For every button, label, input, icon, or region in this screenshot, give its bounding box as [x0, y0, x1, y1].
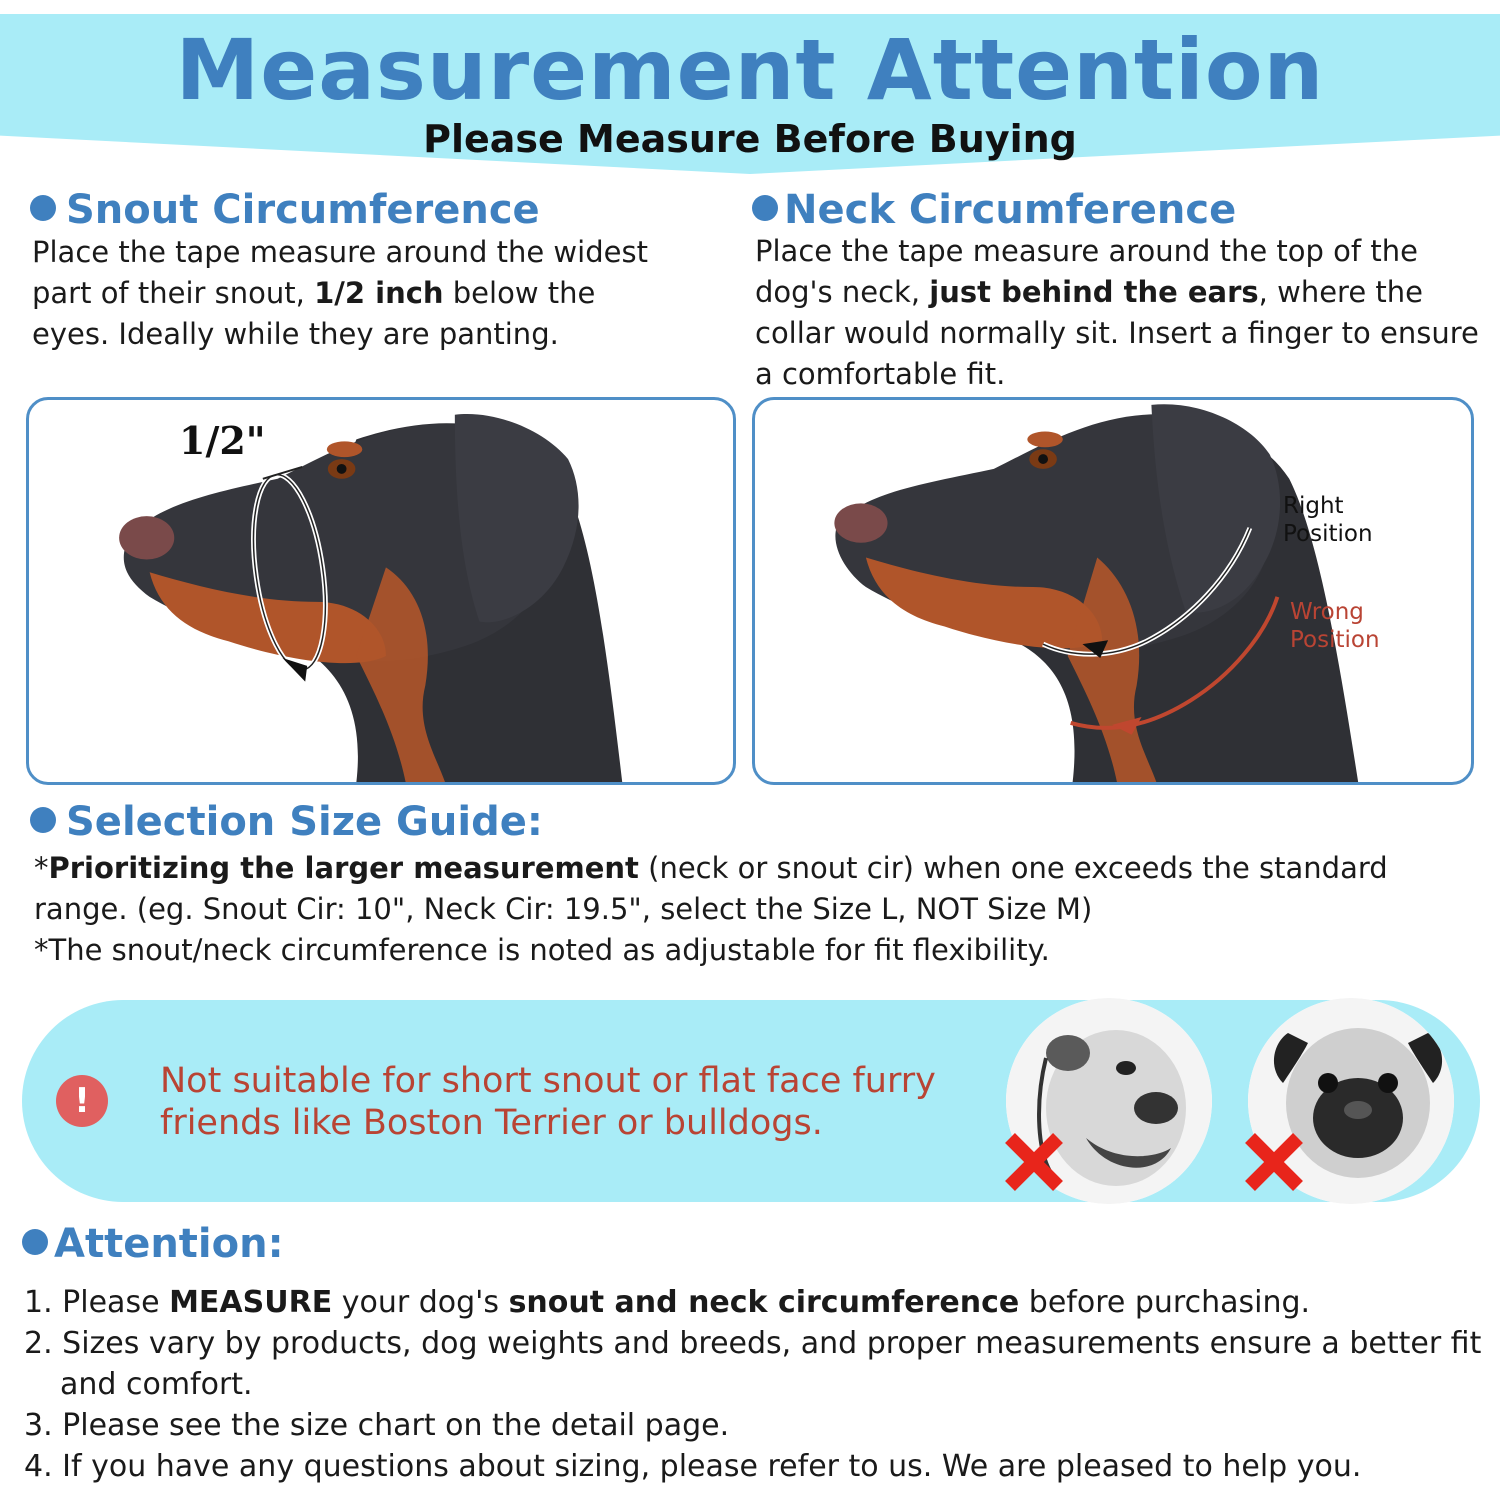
wrong-position-label: Wrong Position: [1290, 599, 1380, 653]
x-mark-icon: [1242, 1130, 1306, 1194]
exclamation-icon: !: [56, 1075, 108, 1127]
neck-measure-image: [752, 397, 1474, 785]
size-guide-heading: Selection Size Guide:: [30, 798, 543, 846]
doberman-neck-illustration: [755, 400, 1471, 782]
list-item: 4. If you have any questions about sizing, please refer to us. We are pleased to help you.: [24, 1449, 1362, 1484]
bullet-icon: [752, 195, 778, 221]
neck-description: Place the tape measure around the top of the dog's neck, just behind the ears, where the collar would normally sit. Insert a finger to ensure a comfortable fit.: [755, 234, 1479, 391]
list-item: 2. Sizes vary by products, dog weights and breeds, and proper measurements ensure a better fit and comfort.: [24, 1326, 1482, 1402]
neck-heading: Neck Circumference: [752, 186, 1236, 234]
page-subtitle: Please Measure Before Buying: [423, 117, 1077, 161]
size-guide-line-1: *Prioritizing the larger measurement (neck or snout cir) when one exceeds the standard range. (eg. Snout Cir: 10", Neck Cir: 19.5", select the Size L, NOT Size M): [34, 851, 1388, 926]
warning-text: Not suitable for short snout or flat face furry friends like Boston Terrier or bulldogs.: [160, 1061, 936, 1143]
page-title: Measurement Attention: [175, 21, 1325, 119]
snout-heading: Snout Circumference: [30, 186, 540, 234]
list-item: 3. Please see the size chart on the detail page.: [24, 1408, 730, 1443]
attention-heading: Attention:: [22, 1220, 284, 1268]
x-mark-icon: [1002, 1130, 1066, 1194]
attention-list: [24, 1282, 1494, 1487]
bullet-icon: [30, 195, 56, 221]
snout-measure-image: [26, 397, 736, 785]
half-inch-label: 1/2": [179, 418, 266, 463]
bullet-icon: [30, 807, 56, 833]
doberman-profile-illustration: [29, 400, 733, 782]
bullet-icon: [22, 1229, 48, 1255]
snout-description: Place the tape measure around the widest part of their snout, 1/2 inch below the eyes. Ideally while they are panting.: [32, 235, 648, 351]
size-guide-line-2: *The snout/neck circumference is noted as adjustable for fit flexibility.: [34, 933, 1050, 967]
list-item: 1. Please MEASURE your dog's snout and neck circumference before purchasing.: [24, 1285, 1311, 1320]
right-position-label: Right Position: [1283, 493, 1373, 547]
